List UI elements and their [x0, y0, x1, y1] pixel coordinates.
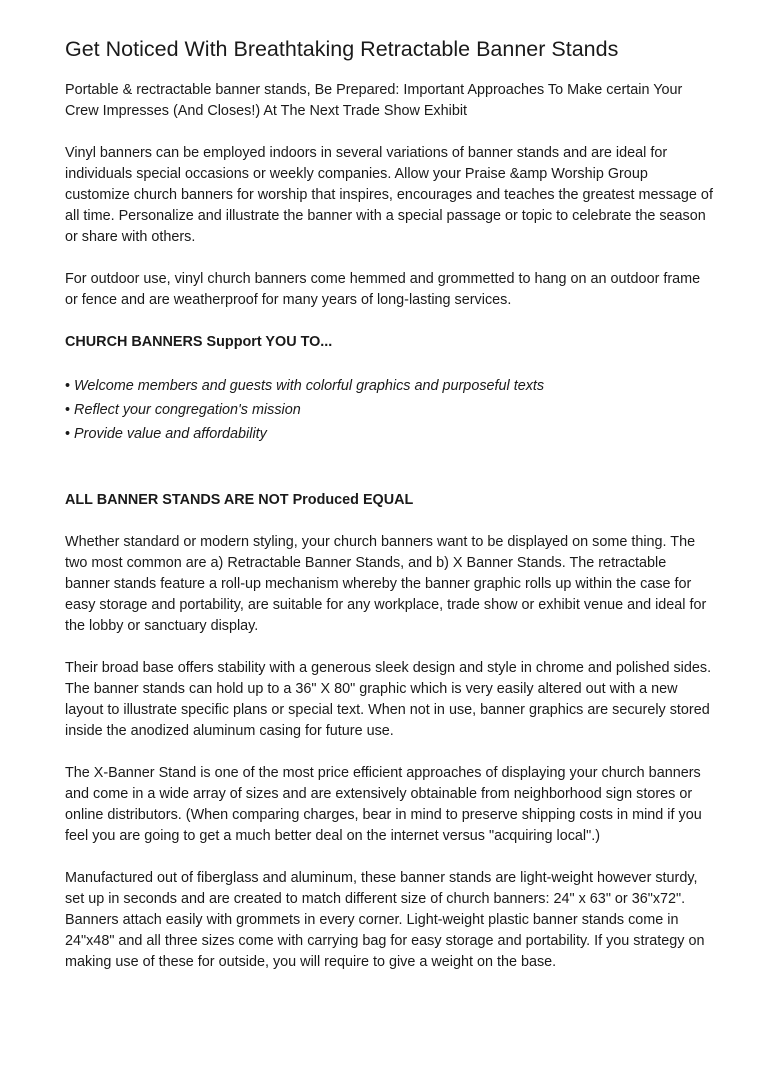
list-item [65, 422, 715, 446]
list-item [65, 398, 715, 422]
section-heading: CHURCH BANNERS Support YOU TO... [65, 334, 333, 350]
subtitle-paragraph: Portable & rectractable banner stands, Be Prepared: Important Approaches To Make certain Your Crew Impresses (And Closes!) At The Next Trade Show Exhibit [65, 82, 683, 119]
page-title: Get Noticed With Breathtaking Retractable Banner Stands [65, 37, 619, 61]
bullet-icon: • [65, 402, 71, 418]
body-paragraph: Whether standard or modern styling, your church banners want to be displayed on some thing. The two most common are a) Retractable Banner Stands, and b) X Banner Stands. The retractable banner stands feature a roll-up mechanism whereby the banner graphic rolls up within the case for easy storage and portability, are suitable for any workplace, trade show or exhibit venue and ideal for the lobby or sanctuary display. [65, 534, 707, 634]
list-item [65, 374, 715, 398]
intro-paragraph: For outdoor use, vinyl church banners come hemmed and grommetted to hang on an outdoor frame or fence and are weatherproof for many years of long-lasting services. [65, 271, 701, 308]
body-paragraph: The X-Banner Stand is one of the most price efficient approaches of displaying your church banners and come in a wide array of sizes and are extensively obtainable from neighborhood sign stores or online distributors. (When comparing charges, bear in mind to preserve shipping costs in mind if you feel you are going to get a much better deal on the internet versus "acquiring local".) [65, 765, 702, 844]
intro-paragraph: Vinyl banners can be employed indoors in several variations of banner stands and are ideal for individuals special occasions or weekly companies. Allow your Praise &amp Worship Group customize church banners for worship that inspires, encourages and teaches the greatest message of all time. Personalize and illustrate the banner with a special passage or topic to celebrate the season or share with others. [65, 145, 713, 245]
body-paragraph: Their broad base offers stability with a generous sleek design and style in chrome and polished sides. The banner stands can hold up to a 36" X 80" graphic which is very easily altered out with a new layout to illustrate specific plans or special text. When not in use, banner graphics are securely stored inside the anodized aluminum casing for future use. [65, 660, 712, 739]
body-paragraph: Manufactured out of fiberglass and aluminum, these banner stands are light-weight however sturdy, set up in seconds and are created to match different size of church banners: 24" x 63" or 36"x72". Banners attach easily with grommets in every corner. Light-weight plastic banner stands come in 24"x48" and all three sizes come with carrying bag for easy storage and portability. If you strategy on making use of these for outside, you will require to give a weight on the base. [65, 870, 705, 970]
list-item-text: Provide value and affordability [74, 426, 267, 442]
document-page [65, 34, 715, 994]
bullet-icon: • [65, 426, 71, 442]
list-item-text: Reflect your congregation's mission [74, 402, 301, 418]
section-heading: ALL BANNER STANDS ARE NOT Produced EQUAL [65, 492, 414, 508]
bullet-list [65, 374, 715, 446]
bullet-icon: • [65, 378, 71, 394]
list-item-text: Welcome members and guests with colorful graphics and purposeful texts [74, 378, 545, 394]
